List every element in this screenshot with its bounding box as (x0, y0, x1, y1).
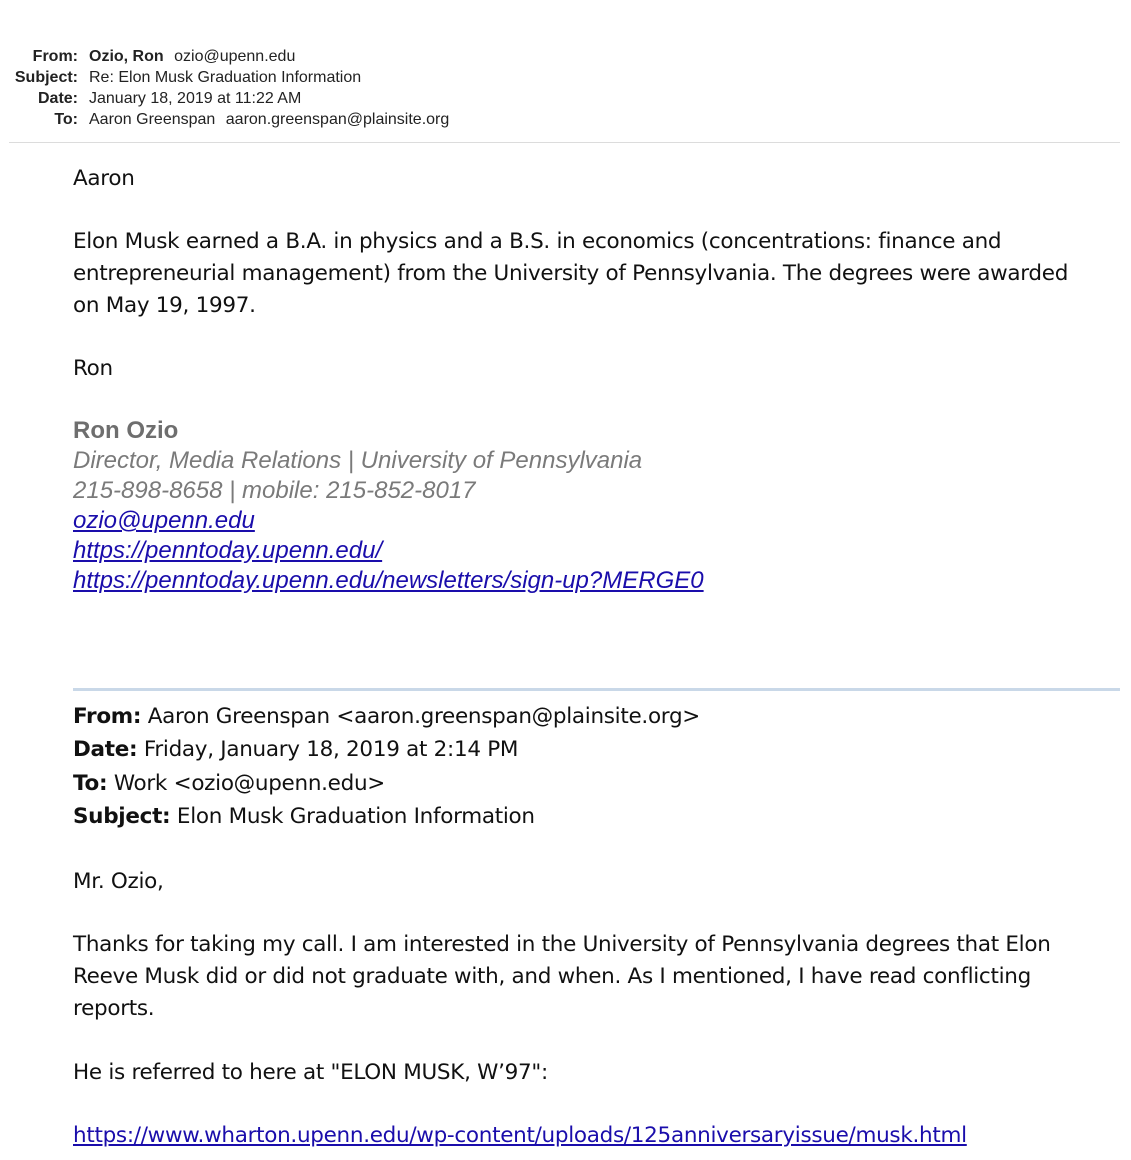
reply-subject: Re: Elon Musk Graduation Information (89, 69, 362, 86)
quoted-paragraph-line: reports. (73, 996, 155, 1021)
quoted-message-divider (73, 688, 1120, 691)
header-divider (9, 142, 1120, 143)
reply-paragraph-line: on May 19, 1997. (73, 293, 256, 318)
quoted-paragraph-line: Thanks for taking my call. I am interested in the University of Pennsylvania degrees that Elon (73, 932, 1051, 957)
reply-date-row (0, 88, 1131, 109)
reply-subject-row (0, 67, 1131, 88)
sender-email[interactable]: ozio@upenn.edu (174, 48, 296, 65)
quoted-subject-label: Subject: (73, 804, 171, 829)
signature-name: Ron Ozio (73, 417, 179, 444)
quoted-to: Work <ozio@upenn.edu> (113, 771, 385, 796)
signature-site-link[interactable]: https://penntoday.upenn.edu/ (73, 537, 383, 564)
sender-name: Ozio, Ron (89, 48, 164, 65)
quoted-to-row (73, 768, 385, 800)
signature-title: Director, Media Relations | University of Pennsylvania (73, 447, 643, 474)
quoted-date: Friday, January 18, 2019 at 2:14 PM (143, 737, 519, 762)
quoted-date-label: Date: (73, 737, 138, 762)
signature-newsletter-link[interactable]: https://penntoday.upenn.edu/newsletters/sign-up?MERGE0 (73, 567, 704, 594)
reply-paragraph-line: Elon Musk earned a B.A. in physics and a B.S. in economics (concentrations: finance and (73, 229, 1002, 254)
reply-header (0, 46, 1131, 130)
quoted-greeting: Mr. Ozio, (73, 869, 164, 894)
recipient-email[interactable]: aaron.greenspan@plainsite.org (225, 111, 450, 128)
reply-to-row (0, 109, 1131, 130)
wharton-article-link[interactable]: https://www.wharton.upenn.edu/wp-content/uploads/125anniversaryissue/musk.html (73, 1123, 967, 1148)
subject-label: Subject: (14, 69, 78, 86)
reply-paragraph-line: entrepreneurial management) from the University of Pennsylvania. The degrees were awarded (73, 261, 1069, 286)
date-label: Date: (37, 90, 78, 107)
to-label: To: (54, 111, 78, 128)
quoted-paragraph-line: Reeve Musk did or did not graduate with, and when. As I mentioned, I have read conflicting (73, 964, 1031, 989)
reply-from-row (0, 46, 1131, 67)
recipient-name: Aaron Greenspan (89, 111, 216, 128)
signature-phones: 215-898-8658 | mobile: 215-852-8017 (73, 477, 476, 504)
quoted-from-label: From: (73, 704, 142, 729)
reply-greeting: Aaron (73, 166, 135, 191)
reply-signoff: Ron (73, 356, 113, 381)
quoted-date-row (73, 734, 518, 766)
quoted-subject: Elon Musk Graduation Information (176, 804, 535, 829)
reply-date: January 18, 2019 at 11:22 AM (89, 90, 302, 107)
quoted-reference-line: He is referred to here at "ELON MUSK, W’97": (73, 1060, 548, 1085)
quoted-from: Aaron Greenspan <aaron.greenspan@plainsite.org> (147, 704, 701, 729)
quoted-subject-row (73, 801, 535, 833)
quoted-to-label: To: (73, 771, 108, 796)
from-label: From: (32, 48, 78, 65)
quoted-from-row (73, 701, 700, 733)
signature-email-link[interactable]: ozio@upenn.edu (73, 507, 255, 534)
